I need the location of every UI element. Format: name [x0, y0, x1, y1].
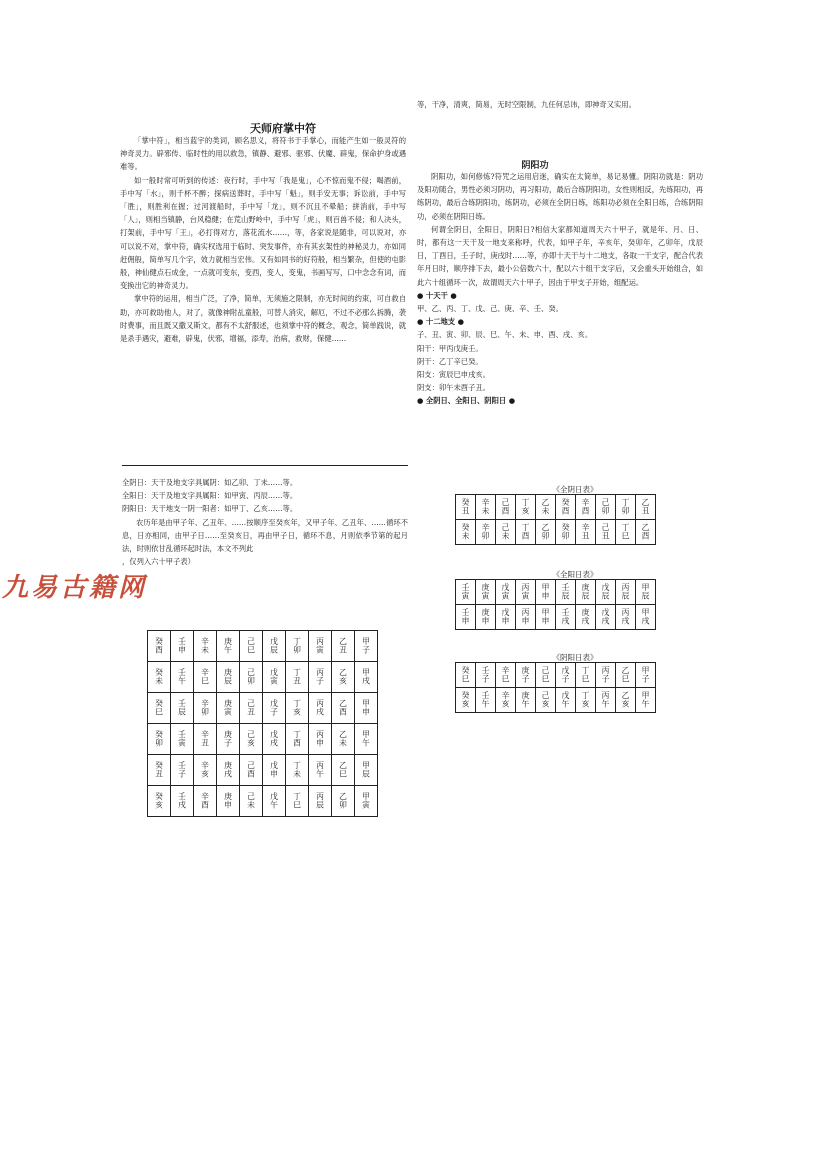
table-cell: 庚申 [217, 786, 240, 817]
table-cell: 丁卯 [286, 631, 309, 662]
table-cell: 癸亥 [148, 786, 171, 817]
table-cell: 丙午 [596, 688, 616, 713]
table-cell: 丙子 [309, 662, 332, 693]
table-cell: 辛巳 [194, 662, 217, 693]
yin-yang-body [417, 170, 703, 408]
table-cell: 丁巳 [286, 786, 309, 817]
table-cell: 壬寅 [456, 580, 476, 605]
table-cell: 壬寅 [171, 724, 194, 755]
table-cell: 甲子 [636, 663, 656, 688]
table-cell: 丙午 [309, 755, 332, 786]
table-cell: 己丑 [240, 693, 263, 724]
table-cell: 癸卯 [556, 520, 576, 545]
all-yin-day-table [455, 494, 656, 545]
di-zhi-heading: ● 十二地支 ● [417, 317, 465, 327]
section-divider [122, 465, 408, 466]
table-cell: 辛丑 [194, 724, 217, 755]
table-cell: 癸未 [148, 662, 171, 693]
note-line: 农历年是由甲子年、乙丑年、……按顺序至癸亥年，又甲子年、乙丑年、……循环不息，日亦相同，由甲子日……至癸亥日，再由甲子日，循环不息，月则依季节第的起月法，时则依甘乱循环起时法，本文不列此 [122, 517, 408, 554]
right-paragraph: 阴阳功，如何修炼?符咒之运用启迷，确实在太简单，易记易懂。阴阳功就是：阴功及阳功随合，男性必须习阴功，再习阳功，最后合练阴阳功，女性则相反，先练阳功，再练阴功，最后合练阴阳功，练阴功，必须在全阴日练，练阳功必须在全阳日练，合练阴阳功，必须在阴阳日练。 [417, 172, 703, 221]
table-cell: 壬午 [476, 688, 496, 713]
table-cell: 戊寅 [263, 662, 286, 693]
table-cell: 癸酉 [556, 495, 576, 520]
table-cell: 戊戌 [263, 724, 286, 755]
table-cell: 丁丑 [286, 662, 309, 693]
table-cell: 丁亥 [576, 688, 596, 713]
table-cell: 甲戌 [355, 662, 378, 693]
table-cell: 乙未 [536, 495, 556, 520]
yang-gan: 阳干：甲丙戊庚壬。 [417, 343, 483, 353]
table-cell: 甲午 [636, 688, 656, 713]
table-cell: 庚子 [217, 724, 240, 755]
table-cell: 己巳 [536, 663, 556, 688]
table-row [456, 605, 656, 630]
table-cell: 丙申 [309, 724, 332, 755]
table-cell: 丁酉 [286, 724, 309, 755]
table-cell: 甲申 [536, 580, 556, 605]
table-cell: 壬子 [171, 755, 194, 786]
table-cell: 甲午 [355, 724, 378, 755]
table-cell: 甲申 [536, 605, 556, 630]
table-cell: 丁未 [286, 755, 309, 786]
table-cell: 壬戌 [556, 605, 576, 630]
left-paragraph: 掌中符的运用，相当广泛，了净，简单，无须施之限制，亦无时间的约束，可自救自助，亦可救助他人，对了，就像神附乩童般，可替人消灾，解厄，不过不必那么拆腾，袭时费事，而且既又撒又斯文，都有不太舒服述，也须掌中符的概念，观念，简单践说，就是杀手遇灾，避难，辟鬼，伏邪，增福，添寿，治病，救财，保健…… [120, 294, 406, 344]
table-cell: 庚辰 [217, 662, 240, 693]
table-cell: 戊子 [263, 693, 286, 724]
table-cell: 戊子 [556, 663, 576, 688]
table-cell: 甲辰 [355, 755, 378, 786]
table-cell: 乙巳 [616, 663, 636, 688]
table-cell: 庚子 [516, 663, 536, 688]
table-cell: 戊戌 [596, 605, 616, 630]
table-row [148, 755, 378, 786]
table-cell: 己巳 [240, 631, 263, 662]
table-row [456, 580, 656, 605]
yin-zhi: 阴支：卯午未酉子丑。 [417, 383, 490, 393]
table-cell: 戊辰 [596, 580, 616, 605]
table-cell: 乙酉 [332, 693, 355, 724]
table-row [148, 724, 378, 755]
table-row [456, 520, 656, 545]
table-cell: 癸巳 [456, 663, 476, 688]
table-cell: 丁卯 [616, 495, 636, 520]
table-cell: 乙亥 [332, 662, 355, 693]
table-cell: 丙辰 [616, 580, 636, 605]
table-row [148, 693, 378, 724]
right-paragraph: 何谓全阴日，全阳日，阴阳日?相信大家都知道周天六十甲子，就是年、月、日、时，都有这一天干及一地支来称呼，代表，如甲子年，辛亥年，癸卯年，乙卯年，戊辰日，丁酉日，壬子时，庚戌时……等，亦即十天干与十二地支，各取一干支字，配合代表年月日时，顺序排下去，最小公倍数六十，配以六十组干支字后，又会重头开始组合，如此六十组循环一次，故谓周天六十甲子，因由于甲支子开始，组配运。 [417, 224, 703, 287]
table-cell: 辛丑 [576, 520, 596, 545]
table-cell: 庚申 [476, 605, 496, 630]
day-type-notes [122, 476, 408, 568]
table-cell: 壬申 [171, 631, 194, 662]
table-cell: 庚戌 [217, 755, 240, 786]
table-cell: 丙戌 [616, 605, 636, 630]
table-cell: 癸巳 [148, 693, 171, 724]
note-line: ，仅列入六十甲子表） [122, 557, 195, 567]
table-cell: 己未 [240, 786, 263, 817]
table-cell: 乙亥 [616, 688, 636, 713]
table-cell: 庚寅 [217, 693, 240, 724]
table-cell: 己酉 [496, 495, 516, 520]
table-cell: 壬午 [171, 662, 194, 693]
all-yang-day-table [455, 579, 656, 630]
table-cell: 乙卯 [536, 520, 556, 545]
tian-gan-list: 甲、乙、丙、丁、戊、己、庚、辛、壬、癸。 [417, 304, 563, 314]
table-cell: 癸未 [456, 520, 476, 545]
table-cell: 丙寅 [516, 580, 536, 605]
table-cell: 戊辰 [263, 631, 286, 662]
table-cell: 癸亥 [456, 688, 476, 713]
table-cell: 戊午 [263, 786, 286, 817]
table-cell: 戊寅 [496, 580, 516, 605]
table-cell: 乙酉 [636, 520, 656, 545]
table-cell: 戊申 [263, 755, 286, 786]
table-row [148, 631, 378, 662]
table-row [456, 495, 656, 520]
yin-gan: 阴干：乙丁辛已癸。 [417, 356, 483, 366]
table-cell: 乙未 [332, 724, 355, 755]
table-cell: 辛亥 [496, 688, 516, 713]
table-cell: 甲申 [355, 693, 378, 724]
left-paragraph: 「掌中符」，相当蓝宇的类词，顾名思义，将符书于手掌心，而能产生如一般灵符的神奇灵力。辟邪传、临时性的用以救急，镇静、避邪、驱邪、伏魔、辟鬼，保命护身或遇难等。 [120, 136, 406, 172]
table-cell: 丙辰 [309, 786, 332, 817]
right-body [417, 98, 703, 111]
table-cell: 庚寅 [476, 580, 496, 605]
table-cell: 丙申 [516, 605, 536, 630]
table-cell: 甲戌 [636, 605, 656, 630]
table-cell: 壬辰 [171, 693, 194, 724]
table-cell: 乙丑 [332, 631, 355, 662]
left-paragraph: 如一般时常可听到的传述：夜行时，手中写「我是鬼」，心不惊而鬼不侵；喝酒前，手中写「水」，则千杯不醉；探病送葬时，手中写「魁」，则手安无事；诉讼前，手中写「胜」，则胜利在握；过河渡船时，手中写「龙」，则不沉且不晕船；拼消前，手中写「人」，则相当镇静，台风稳健；在荒山野岭中，手中写「虎」，则百兽不侵；和人决头，打架前，手中写「王」，必打得对方，落花流水……，等，各家说是随非，可以说对，亦可以说不对，掌中符，确实权选用于临时、突发事件，亦有其玄架性的神秘灵力，亦如同赶佣般，简单写几个字，效力就相当宏伟。又有如同书的好符般，相当繁杂，但使的屯影般，神仙健点石成金，一点就可变东，变西，变人，变鬼，书画写写，口中念念有词，而变换出它的神奇灵力。 [120, 175, 406, 291]
table-cell: 辛酉 [194, 786, 217, 817]
table-cell: 己亥 [536, 688, 556, 713]
table-cell: 壬辰 [556, 580, 576, 605]
site-watermark: 九易古籍网 [2, 567, 147, 604]
right-intro: 等，干净，清爽，简易，无时空限制，九任何忌讳，即神奇又实用。 [417, 100, 636, 109]
mixed-table-caption: 《阴阳日表》 [552, 653, 598, 662]
table-cell: 癸丑 [148, 755, 171, 786]
table-cell: 辛未 [476, 495, 496, 520]
table-cell: 己卯 [240, 662, 263, 693]
table-cell: 己卯 [596, 495, 616, 520]
yang-table-caption: 《全阳日表》 [552, 570, 598, 579]
table-cell: 壬申 [456, 605, 476, 630]
yin-table-caption: 《全阴日表》 [552, 485, 598, 494]
table-cell: 戊午 [556, 688, 576, 713]
table-cell: 辛亥 [194, 755, 217, 786]
table-row [148, 786, 378, 817]
table-cell: 丁巳 [576, 663, 596, 688]
note-line: 全阳日：天干及地支字具属阳：如甲寅、丙辰……等。 [122, 491, 298, 501]
sixty-jiazi-table [147, 630, 378, 817]
note-line: 阴阳日：天干地支一阴一阳者：如甲丁、乙亥……等。 [122, 504, 298, 514]
table-cell: 丙寅 [309, 631, 332, 662]
table-cell: 庚戌 [576, 605, 596, 630]
table-cell: 丙戌 [309, 693, 332, 724]
yang-zhi: 阳支：寅辰巳申戌亥。 [417, 370, 490, 380]
table-cell: 庚午 [516, 688, 536, 713]
table-cell: 丁亥 [286, 693, 309, 724]
table-cell: 辛未 [194, 631, 217, 662]
table-row [456, 663, 656, 688]
table-cell: 乙丑 [636, 495, 656, 520]
table-cell: 甲辰 [636, 580, 656, 605]
table-cell: 己未 [496, 520, 516, 545]
day-tables-heading: ● 全阴日、全阳日、阴阳日 ● [417, 396, 516, 406]
tian-gan-heading: ● 十天干 ● [417, 290, 457, 300]
table-cell: 癸酉 [148, 631, 171, 662]
table-cell: 庚辰 [576, 580, 596, 605]
table-cell: 癸丑 [456, 495, 476, 520]
table-cell: 丁酉 [516, 520, 536, 545]
table-cell: 庚午 [217, 631, 240, 662]
table-cell: 辛巳 [496, 663, 516, 688]
table-cell: 己酉 [240, 755, 263, 786]
table-row [456, 688, 656, 713]
yin-yang-title: 阴阳功 [521, 161, 549, 171]
table-cell: 丁巳 [616, 520, 636, 545]
table-cell: 己亥 [240, 724, 263, 755]
left-body [120, 134, 406, 345]
table-cell: 丁亥 [516, 495, 536, 520]
table-cell: 壬戌 [171, 786, 194, 817]
table-cell: 乙卯 [332, 786, 355, 817]
table-cell: 辛卯 [476, 520, 496, 545]
table-cell: 戊申 [496, 605, 516, 630]
note-line: 全阴日：天干及地支字具属阴：如乙卯、丁未……等。 [122, 478, 298, 487]
table-cell: 乙巳 [332, 755, 355, 786]
table-cell: 辛卯 [194, 693, 217, 724]
table-cell: 甲寅 [355, 786, 378, 817]
table-cell: 甲子 [355, 631, 378, 662]
table-row [148, 662, 378, 693]
table-cell: 丙子 [596, 663, 616, 688]
table-cell: 壬子 [476, 663, 496, 688]
yin-yang-day-table [455, 662, 656, 713]
table-cell: 辛酉 [576, 495, 596, 520]
table-cell: 癸卯 [148, 724, 171, 755]
left-title: 天师府掌中符 [250, 122, 316, 135]
di-zhi-list: 子、丑、寅、卯、辰、巳、午、未、申、酉、戌、亥。 [417, 330, 593, 340]
table-cell: 己丑 [596, 520, 616, 545]
